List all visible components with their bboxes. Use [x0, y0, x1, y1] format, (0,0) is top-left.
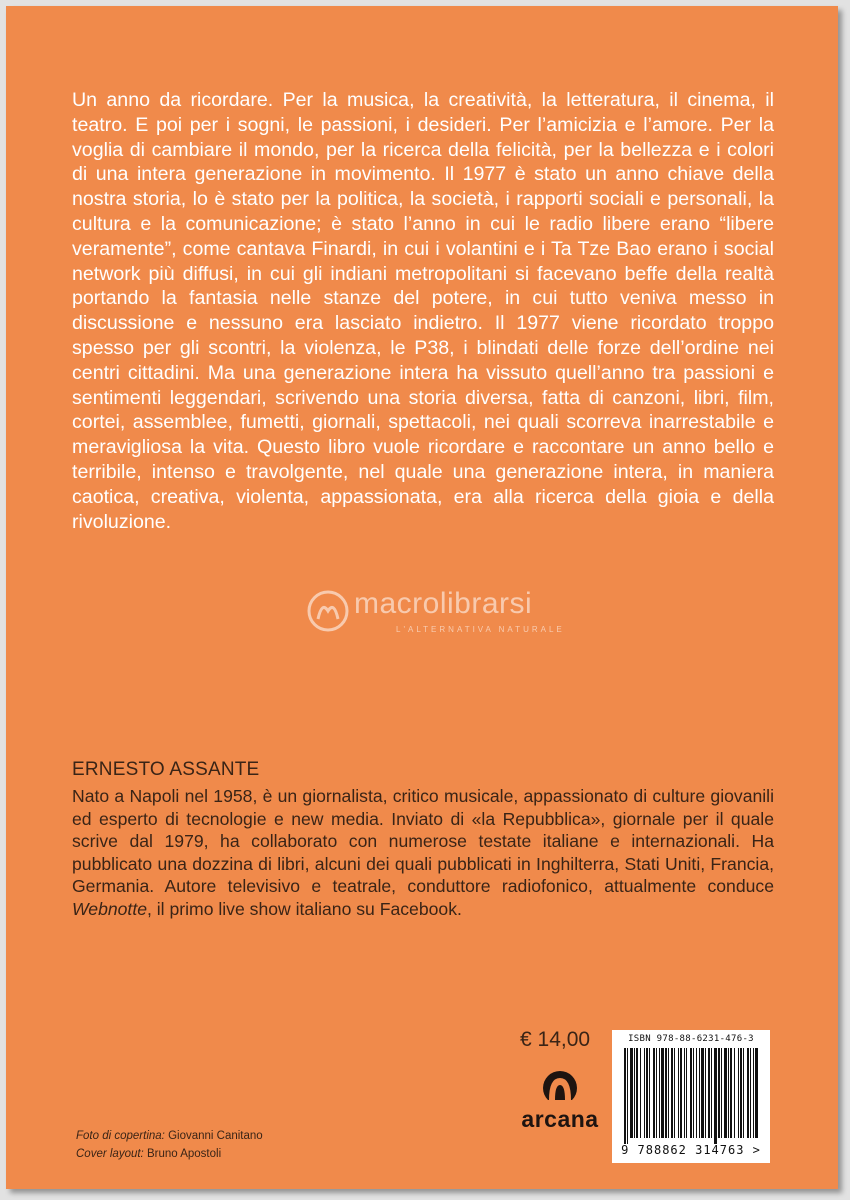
photo-credit: [76, 1127, 263, 1145]
macrolibrarsi-logo-icon: [306, 589, 350, 633]
book-back-cover: [6, 6, 838, 1189]
watermark-brand: macrolibrarsi: [354, 587, 533, 620]
layout-credit: [76, 1145, 263, 1163]
arcana-arch-icon: [540, 1066, 580, 1106]
layout-credit-name: Bruno Apostoli: [146, 1148, 222, 1160]
watermark: [306, 581, 616, 651]
bio-part-2: , il primo live show italiano su Facebook.: [147, 898, 462, 919]
bio-show-title: Webnotte: [72, 898, 147, 919]
price: € 14,00: [520, 1028, 591, 1051]
photo-credit-name: Giovanni Canitano: [168, 1130, 263, 1142]
watermark-tagline: L'ALTERNATIVA NATURALE: [396, 625, 565, 634]
blurb-paragraph: Un anno da ricordare. Per la musica, la creatività, la letteratura, il cinema, il teatro. E poi per i sogni, le passioni, i desideri. Per l’amicizia e l’amore. Per la voglia di cambiare il mondo, per la ricerca della felicità, per la bellezza e i colori di una intera generazione in movimento. Il 1977 è stato un anno chiave della nostra storia, lo è stato per la politica, la società, i rapporti sociali e personali, la cultura e la comunicazione; è stato l’anno in cui le radio libere erano “libere veramente”, come cantava Finardi, in cui i volantini e i Ta Tze Bao erano i social network più diffusi, in cui gli indiani metropolitani si facevano beffe della realtà portando la fantasia nelle stanze del potere, in cui tutto veniva messo in discussione e nessuno era lasciato indietro. Il 1977 viene ricordato troppo spesso per gli scontri, la violenza, le P38, i blindati delle forze dell’ordine nei centri cittadini. Ma una generazione intera ha vissuto quell’anno tra passioni e sentimenti leggendari, scrivendo una storia diversa, fatta di canzoni, libri, film, cortei, assemblee, fumetti, giornali, spettacoli, nei quali scorreva inarrestabile e meravigliosa la vita. Questo libro vuole ricordare e raccontare un anno bello e terribile, intenso e travolgente, nel quale una generazione intera, in maniera caotica, creativa, violenta, appassionata, era alla ricerca della gioia e della rivoluzione.: [72, 89, 774, 533]
bio-part-1: Nato a Napoli nel 1958, è un giornalista, critico musicale, appassionato di culture giovanili ed esperto di tecnologie e new media. Inviato di «la Repubblica», giornale per il quale scrive dal 1979, ha collaborato con numerose testate italiane e internazionali. Ha pubblicato una dozzina di libri, alcuni dei quali pubblicati in Inghilterra, Stati Uniti, Francia, Germania. Autore televisivo e teatrale, conduttore radiofonico, attualmente conduce: [72, 786, 774, 897]
layout-credit-label: Cover layout:: [76, 1148, 144, 1160]
barcode: [622, 1048, 760, 1144]
author-name: ERNESTO ASSANTE: [72, 759, 260, 780]
publisher-name: arcana: [521, 1106, 599, 1132]
publisher-logo: [514, 1066, 606, 1142]
isbn-digits: 9 788862 314763 >: [621, 1143, 761, 1157]
credits: [76, 1127, 263, 1163]
author-bio: [72, 785, 774, 921]
isbn-label: ISBN 978-88-6231-476-3: [628, 1034, 754, 1044]
isbn-barcode-box: [612, 1030, 770, 1163]
photo-credit-label: Foto di copertina:: [76, 1130, 165, 1142]
